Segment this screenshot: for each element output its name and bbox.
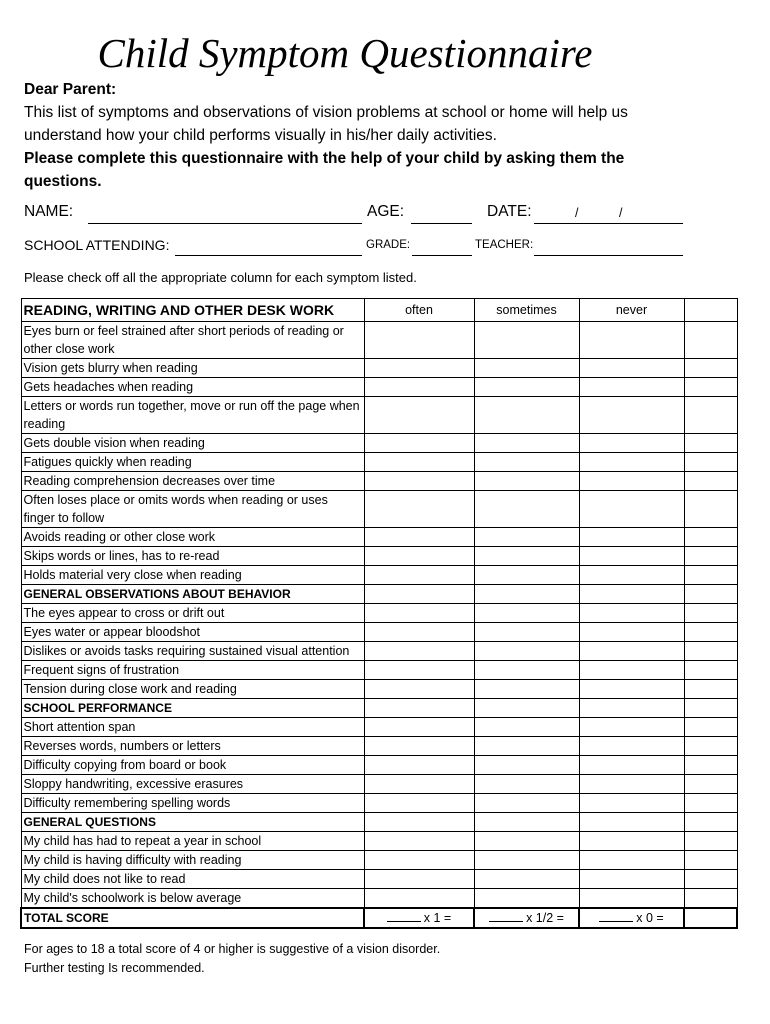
table-row bbox=[21, 453, 737, 472]
blank-underline[interactable] bbox=[489, 910, 523, 922]
bold-instruction: Please complete this questionnaire with the help of your child by asking them the questions. bbox=[24, 150, 625, 190]
symptom-label: Vision gets blurry when reading bbox=[21, 359, 364, 378]
total-cell-sometimes[interactable] bbox=[474, 908, 579, 928]
blank-cell bbox=[684, 851, 737, 870]
checkbox-often[interactable] bbox=[364, 322, 474, 359]
checkbox-never[interactable] bbox=[579, 756, 684, 775]
symptom-label: Holds material very close when reading bbox=[21, 566, 364, 585]
instruction-text: Please check off all the appropriate column for each symptom listed. bbox=[24, 270, 417, 285]
checkbox-often[interactable] bbox=[364, 851, 474, 870]
checkbox-sometimes[interactable] bbox=[474, 528, 579, 547]
checkbox-often[interactable] bbox=[364, 870, 474, 889]
checkbox-sometimes[interactable] bbox=[474, 547, 579, 566]
checkbox-sometimes[interactable] bbox=[474, 794, 579, 813]
blank-cell bbox=[684, 718, 737, 737]
symptom-label: Difficulty copying from board or book bbox=[21, 756, 364, 775]
checkbox-often[interactable] bbox=[364, 359, 474, 378]
total-cell-often[interactable] bbox=[364, 908, 474, 928]
column-header-sometimes: sometimes bbox=[474, 299, 579, 322]
symptom-label: Reverses words, numbers or letters bbox=[21, 737, 364, 756]
checkbox-often[interactable] bbox=[364, 737, 474, 756]
checkbox-sometimes[interactable] bbox=[474, 661, 579, 680]
table-row bbox=[21, 434, 737, 453]
symptom-label: Frequent signs of frustration bbox=[21, 661, 364, 680]
symptom-table bbox=[20, 298, 738, 929]
column-header-never: never bbox=[579, 299, 684, 322]
checkbox-often[interactable] bbox=[364, 680, 474, 699]
table-row bbox=[21, 378, 737, 397]
name-field[interactable] bbox=[88, 223, 362, 224]
blank-cell bbox=[684, 359, 737, 378]
intro-paragraph: This list of symptoms and observations of vision problems at school or home will help us understand how your child performs visually in his/her daily activities. bbox=[24, 104, 628, 144]
checkbox-often[interactable] bbox=[364, 434, 474, 453]
checkbox-never[interactable] bbox=[579, 623, 684, 642]
checkbox-often[interactable] bbox=[364, 453, 474, 472]
age-label: AGE: bbox=[367, 203, 405, 220]
checkbox-never[interactable] bbox=[579, 453, 684, 472]
column-blank bbox=[684, 299, 737, 322]
checkbox-sometimes[interactable] bbox=[474, 378, 579, 397]
table-row bbox=[21, 528, 737, 547]
age-field[interactable] bbox=[411, 223, 472, 224]
symptom-label: My child has had to repeat a year in school bbox=[21, 832, 364, 851]
checkbox-never[interactable] bbox=[579, 832, 684, 851]
checkbox-sometimes[interactable] bbox=[474, 851, 579, 870]
checkbox-never[interactable] bbox=[579, 322, 684, 359]
salutation: Dear Parent: bbox=[24, 81, 117, 98]
school-field[interactable] bbox=[175, 255, 362, 256]
blank-cell bbox=[684, 378, 737, 397]
column-header-often: often bbox=[364, 299, 474, 322]
checkbox-never[interactable] bbox=[579, 889, 684, 909]
symptom-label: The eyes appear to cross or drift out bbox=[21, 604, 364, 623]
checkbox-sometimes[interactable] bbox=[474, 472, 579, 491]
blank-cell bbox=[684, 547, 737, 566]
blank-underline[interactable] bbox=[599, 910, 633, 922]
date-label: DATE: bbox=[487, 203, 532, 220]
symptom-label: Difficulty remembering spelling words bbox=[21, 794, 364, 813]
table-row bbox=[21, 870, 737, 889]
checkbox-never[interactable] bbox=[579, 604, 684, 623]
checkbox-never[interactable] bbox=[579, 566, 684, 585]
checkbox-sometimes[interactable] bbox=[474, 322, 579, 359]
total-label: TOTAL SCORE bbox=[21, 908, 364, 928]
school-label: SCHOOL ATTENDING: bbox=[24, 237, 170, 253]
section-blank-cell bbox=[364, 813, 474, 832]
checkbox-never[interactable] bbox=[579, 642, 684, 661]
table-row bbox=[21, 794, 737, 813]
section-title: READING, WRITING AND OTHER DESK WORK bbox=[21, 299, 364, 322]
table-row bbox=[21, 775, 737, 794]
symptom-label: Often loses place or omits words when reading or uses finger to follow bbox=[21, 491, 364, 528]
table-row bbox=[21, 661, 737, 680]
multiplier-label: x 1 = bbox=[423, 911, 452, 925]
blank-cell bbox=[684, 566, 737, 585]
table-row bbox=[21, 472, 737, 491]
blank-cell bbox=[684, 870, 737, 889]
checkbox-never[interactable] bbox=[579, 680, 684, 699]
symptom-label: My child's schoolwork is below average bbox=[21, 889, 364, 909]
date-slash-1: / bbox=[575, 206, 579, 220]
checkbox-never[interactable] bbox=[579, 870, 684, 889]
multiplier-label: x 0 = bbox=[636, 911, 664, 925]
section-blank-cell bbox=[474, 699, 579, 718]
blank-cell bbox=[684, 775, 737, 794]
section-header-row bbox=[21, 813, 737, 832]
grade-field[interactable] bbox=[412, 255, 472, 256]
checkbox-never[interactable] bbox=[579, 718, 684, 737]
checkbox-sometimes[interactable] bbox=[474, 642, 579, 661]
blank-cell bbox=[684, 794, 737, 813]
table-row bbox=[21, 851, 737, 870]
checkbox-sometimes[interactable] bbox=[474, 870, 579, 889]
checkbox-never[interactable] bbox=[579, 491, 684, 528]
checkbox-sometimes[interactable] bbox=[474, 453, 579, 472]
section-header-row bbox=[21, 299, 737, 322]
blank-underline[interactable] bbox=[387, 910, 421, 922]
table-row bbox=[21, 832, 737, 851]
checkbox-sometimes[interactable] bbox=[474, 397, 579, 434]
section-blank-cell bbox=[579, 585, 684, 604]
symptom-label: Skips words or lines, has to re-read bbox=[21, 547, 364, 566]
symptom-label: Short attention span bbox=[21, 718, 364, 737]
section-header-row bbox=[21, 585, 737, 604]
checkbox-never[interactable] bbox=[579, 528, 684, 547]
checkbox-sometimes[interactable] bbox=[474, 718, 579, 737]
blank-cell bbox=[684, 528, 737, 547]
checkbox-often[interactable] bbox=[364, 661, 474, 680]
checkbox-often[interactable] bbox=[364, 566, 474, 585]
checkbox-sometimes[interactable] bbox=[474, 491, 579, 528]
symptom-label: Reading comprehension decreases over time bbox=[21, 472, 364, 491]
table-row bbox=[21, 737, 737, 756]
blank-cell bbox=[684, 472, 737, 491]
checkbox-never[interactable] bbox=[579, 359, 684, 378]
table-row bbox=[21, 756, 737, 775]
checkbox-sometimes[interactable] bbox=[474, 434, 579, 453]
blank-cell bbox=[684, 491, 737, 528]
symptom-label: Letters or words run together, move or run off the page when reading bbox=[21, 397, 364, 434]
symptom-label: Eyes burn or feel strained after short periods of reading or other close work bbox=[21, 322, 364, 359]
table-row bbox=[21, 642, 737, 661]
section-blank-cell bbox=[474, 585, 579, 604]
blank-cell bbox=[684, 737, 737, 756]
checkbox-sometimes[interactable] bbox=[474, 832, 579, 851]
table-row bbox=[21, 322, 737, 359]
checkbox-often[interactable] bbox=[364, 794, 474, 813]
checkbox-sometimes[interactable] bbox=[474, 775, 579, 794]
checkbox-never[interactable] bbox=[579, 737, 684, 756]
section-blank-cell bbox=[364, 585, 474, 604]
teacher-label: TEACHER: bbox=[475, 239, 534, 251]
section-blank-cell bbox=[579, 699, 684, 718]
checkbox-often[interactable] bbox=[364, 642, 474, 661]
symptom-label: Fatigues quickly when reading bbox=[21, 453, 364, 472]
total-row bbox=[21, 908, 737, 928]
blank-cell bbox=[684, 604, 737, 623]
checkbox-sometimes[interactable] bbox=[474, 889, 579, 909]
section-title: GENERAL QUESTIONS bbox=[21, 813, 364, 832]
footer-line-2: Further testing Is recommended. bbox=[24, 961, 205, 975]
checkbox-never[interactable] bbox=[579, 472, 684, 491]
blank-cell bbox=[684, 434, 737, 453]
checkbox-never[interactable] bbox=[579, 775, 684, 794]
intro-text bbox=[24, 78, 674, 193]
section-blank-cell bbox=[684, 699, 737, 718]
checkbox-never[interactable] bbox=[579, 378, 684, 397]
table-row bbox=[21, 491, 737, 528]
section-blank-cell bbox=[684, 813, 737, 832]
multiplier-label: x 1/2 = bbox=[526, 911, 564, 925]
table-row bbox=[21, 397, 737, 434]
section-title: GENERAL OBSERVATIONS ABOUT BEHAVIOR bbox=[21, 585, 364, 604]
table-row bbox=[21, 718, 737, 737]
footer-note bbox=[24, 940, 440, 978]
blank-cell bbox=[684, 642, 737, 661]
grade-label: GRADE: bbox=[366, 239, 411, 251]
checkbox-never[interactable] bbox=[579, 547, 684, 566]
symptom-label: My child does not like to read bbox=[21, 870, 364, 889]
page-title: Child Symptom Questionnaire bbox=[97, 30, 593, 76]
checkbox-never[interactable] bbox=[579, 434, 684, 453]
symptom-label: Tension during close work and reading bbox=[21, 680, 364, 699]
blank-cell bbox=[684, 832, 737, 851]
name-label: NAME: bbox=[24, 203, 74, 220]
checkbox-often[interactable] bbox=[364, 623, 474, 642]
checkbox-often[interactable] bbox=[364, 528, 474, 547]
symptom-label: Dislikes or avoids tasks requiring sustained visual attention bbox=[21, 642, 364, 661]
teacher-field[interactable] bbox=[534, 255, 683, 256]
date-slash-2: / bbox=[619, 206, 623, 220]
blank-cell bbox=[684, 397, 737, 434]
symptom-label: Eyes water or appear bloodshot bbox=[21, 623, 364, 642]
date-field[interactable] bbox=[534, 223, 683, 224]
checkbox-often[interactable] bbox=[364, 889, 474, 909]
blank-cell bbox=[684, 756, 737, 775]
total-cell-never[interactable] bbox=[579, 908, 684, 928]
checkbox-often[interactable] bbox=[364, 378, 474, 397]
table-row bbox=[21, 359, 737, 378]
table-row bbox=[21, 623, 737, 642]
grand-total-cell[interactable] bbox=[684, 908, 737, 928]
table-row bbox=[21, 566, 737, 585]
section-blank-cell bbox=[474, 813, 579, 832]
table-row bbox=[21, 889, 737, 909]
checkbox-never[interactable] bbox=[579, 397, 684, 434]
checkbox-often[interactable] bbox=[364, 491, 474, 528]
checkbox-never[interactable] bbox=[579, 661, 684, 680]
blank-cell bbox=[684, 453, 737, 472]
checkbox-sometimes[interactable] bbox=[474, 680, 579, 699]
blank-cell bbox=[684, 322, 737, 359]
blank-cell bbox=[684, 889, 737, 909]
checkbox-often[interactable] bbox=[364, 718, 474, 737]
table-row bbox=[21, 547, 737, 566]
table-row bbox=[21, 680, 737, 699]
blank-cell bbox=[684, 680, 737, 699]
blank-cell bbox=[684, 661, 737, 680]
table-row bbox=[21, 604, 737, 623]
section-blank-cell bbox=[579, 813, 684, 832]
checkbox-often[interactable] bbox=[364, 472, 474, 491]
section-blank-cell bbox=[684, 585, 737, 604]
checkbox-never[interactable] bbox=[579, 794, 684, 813]
checkbox-often[interactable] bbox=[364, 397, 474, 434]
section-blank-cell bbox=[364, 699, 474, 718]
symptom-label: My child is having difficulty with reading bbox=[21, 851, 364, 870]
checkbox-sometimes[interactable] bbox=[474, 604, 579, 623]
blank-cell bbox=[684, 623, 737, 642]
symptom-label: Gets double vision when reading bbox=[21, 434, 364, 453]
footer-line-1: For ages to 18 a total score of 4 or higher is suggestive of a vision disorder. bbox=[24, 942, 441, 956]
section-title: SCHOOL PERFORMANCE bbox=[21, 699, 364, 718]
symptom-label: Gets headaches when reading bbox=[21, 378, 364, 397]
symptom-label: Sloppy handwriting, excessive erasures bbox=[21, 775, 364, 794]
checkbox-sometimes[interactable] bbox=[474, 566, 579, 585]
checkbox-often[interactable] bbox=[364, 775, 474, 794]
checkbox-often[interactable] bbox=[364, 604, 474, 623]
checkbox-sometimes[interactable] bbox=[474, 359, 579, 378]
checkbox-sometimes[interactable] bbox=[474, 623, 579, 642]
checkbox-never[interactable] bbox=[579, 851, 684, 870]
checkbox-often[interactable] bbox=[364, 547, 474, 566]
checkbox-sometimes[interactable] bbox=[474, 737, 579, 756]
checkbox-sometimes[interactable] bbox=[474, 756, 579, 775]
checkbox-often[interactable] bbox=[364, 756, 474, 775]
symptom-label: Avoids reading or other close work bbox=[21, 528, 364, 547]
section-header-row bbox=[21, 699, 737, 718]
checkbox-often[interactable] bbox=[364, 832, 474, 851]
